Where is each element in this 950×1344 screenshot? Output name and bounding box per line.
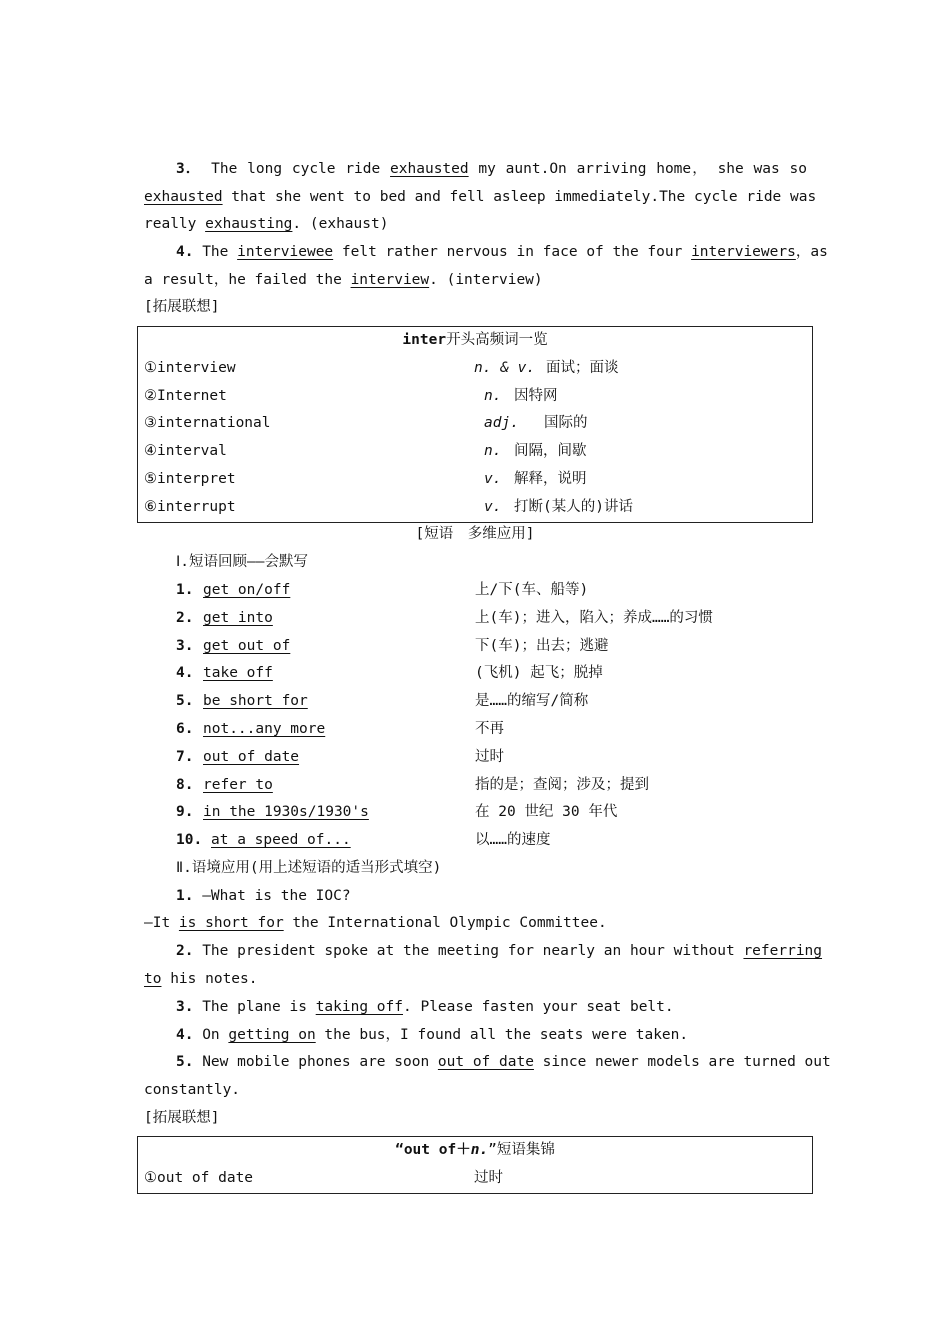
answer-blank: getting on	[228, 1027, 316, 1043]
part-of-speech: n.	[484, 387, 502, 404]
answer-blank: is short for	[178, 915, 284, 931]
list-item	[176, 633, 807, 661]
text: The president spoke at the meeting for nearly an hour without	[193, 943, 744, 959]
item-number: 3．	[176, 161, 202, 177]
text: . Please fasten your seat belt.	[403, 999, 674, 1015]
item3-line1	[176, 156, 807, 184]
answer-blank: exhausting	[205, 216, 293, 232]
text: since newer models are turned out	[533, 1054, 831, 1070]
table-row	[138, 494, 812, 522]
question-1-line2	[144, 910, 807, 938]
meaning: 上(车)；进入，陷入；养成……的习惯	[475, 610, 713, 626]
list-item	[176, 827, 807, 855]
list-item	[176, 660, 807, 688]
meaning: 指的是；查阅；涉及；提到	[475, 777, 649, 793]
phrase: not...any more	[203, 721, 326, 737]
meaning: 面试；面谈	[546, 359, 619, 376]
item-number: 2.	[176, 610, 194, 626]
item3-line3	[144, 211, 807, 239]
item-number: 5.	[176, 693, 194, 709]
phrase: be short for	[203, 693, 308, 709]
meaning: 不再	[475, 721, 504, 737]
item-number: 8.	[176, 777, 194, 793]
phrase: out of date	[203, 749, 300, 765]
text: The	[193, 244, 238, 260]
text: that she went to bed and fell asleep immediately.The cycle ride was	[222, 189, 817, 205]
meaning: (飞机) 起飞；脱掉	[475, 665, 603, 681]
answer-blank: interview	[350, 272, 430, 288]
answer-blank: referring	[743, 943, 823, 959]
text: New mobile phones are soon	[193, 1054, 438, 1070]
section-header: [短语 多维应用]	[415, 526, 535, 542]
table-title	[138, 327, 812, 355]
out-of-phrases-table	[137, 1136, 813, 1194]
meaning: 下(车)；出去；逃避	[475, 638, 609, 654]
phrase: in the 1930s/1930's	[203, 804, 369, 820]
expand-label: [拓展联想]	[144, 1110, 220, 1126]
question-5-line2: constantly.	[144, 1082, 241, 1098]
table-row	[138, 466, 812, 494]
table-row	[138, 383, 812, 411]
table-title-part: “out of＋	[395, 1142, 471, 1158]
answer-blank: exhausted	[390, 161, 469, 177]
item-number: 7.	[176, 749, 194, 765]
text: . (exhaust)	[292, 216, 389, 232]
item-number: 1.	[176, 888, 194, 904]
table-title-part: n.	[470, 1142, 489, 1158]
list-item	[176, 577, 807, 605]
part-of-speech: n.	[484, 443, 502, 460]
item-number: 9.	[176, 804, 194, 820]
item-number: 2.	[176, 943, 194, 959]
table-title-en: inter	[402, 332, 447, 348]
text: the International Olympic Committee.	[283, 915, 607, 931]
text: . (interview)	[429, 272, 543, 288]
word: ⑤interpret	[144, 470, 236, 487]
item-number: 1.	[176, 582, 194, 598]
text: the bus，I found all the seats were taken.	[315, 1027, 689, 1043]
answer-blank: exhausted	[144, 189, 223, 205]
phrase: at a speed of...	[211, 832, 351, 848]
meaning: 是……的缩写/简称	[475, 693, 589, 709]
table-title	[138, 1137, 812, 1165]
list-item	[176, 799, 807, 827]
phrase: refer to	[203, 777, 273, 793]
question-3	[176, 994, 807, 1022]
part-of-speech: n. & v.	[474, 359, 536, 376]
table-title-zh: 开头高频词一览	[446, 332, 548, 348]
word: ⑥interrupt	[144, 498, 236, 515]
answer-blank: taking off	[315, 999, 403, 1015]
text: The plane is	[193, 999, 316, 1015]
text: —It	[144, 915, 179, 931]
word: ①out of date	[144, 1169, 254, 1186]
answer-blank: interviewee	[237, 244, 334, 260]
meaning: 在 20 世纪 30 年代	[475, 804, 618, 820]
item4-line1	[176, 239, 828, 267]
meaning: 打断(某人的)讲话	[514, 498, 633, 515]
phrase: get out of	[203, 638, 291, 654]
text: felt rather nervous in face of the four	[333, 244, 692, 260]
meaning: 解释，说明	[514, 470, 587, 487]
part2-title: Ⅱ.语境应用(用上述短语的适当形式填空)	[176, 860, 442, 876]
item-number: 3.	[176, 999, 194, 1015]
meaning: 过时	[474, 1169, 503, 1186]
item-number: 5.	[176, 1054, 194, 1070]
meaning: 间隔，间歇	[514, 443, 587, 460]
text: The long cycle ride	[211, 161, 391, 177]
meaning: 以……的速度	[475, 832, 551, 848]
part-of-speech: adj.	[484, 415, 519, 432]
answer-blank: interviewers	[691, 244, 796, 260]
inter-words-table	[137, 326, 813, 523]
item-number: 4.	[176, 244, 194, 260]
question-2-line2	[144, 966, 807, 994]
text: his notes.	[161, 971, 258, 987]
question-4	[176, 1022, 807, 1050]
item-number: 10.	[176, 832, 203, 848]
text: really	[144, 216, 206, 232]
item3-line2	[144, 184, 817, 212]
phrase: take off	[203, 665, 273, 681]
table-row	[138, 355, 812, 383]
word: ④interval	[144, 443, 227, 460]
table-row	[138, 438, 812, 466]
list-item	[176, 772, 807, 800]
table-row	[138, 410, 812, 438]
word: ①interview	[144, 359, 236, 376]
text: a result，he failed the	[144, 272, 351, 288]
item-number: 3.	[176, 638, 194, 654]
question-2-line1	[176, 938, 823, 966]
text: —What is the IOC?	[193, 888, 351, 904]
meaning: 上/下(车、船等)	[475, 582, 589, 598]
table-title-part: ”短语集锦	[488, 1142, 555, 1158]
answer-blank: out of date	[437, 1054, 534, 1070]
part-of-speech: v.	[484, 470, 502, 487]
word: ②Internet	[144, 387, 227, 404]
phrase: get into	[203, 610, 273, 626]
text: my aunt.On arriving home， she was so	[468, 161, 807, 177]
table-row	[138, 1165, 812, 1193]
text: ，as	[795, 244, 828, 260]
list-item	[176, 605, 807, 633]
item-number: 4.	[176, 665, 194, 681]
item-number: 6.	[176, 721, 194, 737]
list-item	[176, 716, 807, 744]
list-item	[176, 688, 807, 716]
expand-label: [拓展联想]	[144, 299, 220, 315]
text: On	[193, 1027, 229, 1043]
word: ③international	[144, 415, 271, 432]
meaning: 过时	[475, 749, 504, 765]
part1-title: Ⅰ.短语回顾——会默写	[176, 554, 308, 570]
answer-blank: to	[144, 971, 162, 987]
meaning: 因特网	[514, 387, 558, 404]
question-1-line1	[176, 883, 807, 911]
phrase: get on/off	[203, 582, 291, 598]
part-of-speech: v.	[484, 498, 502, 515]
item-number: 4.	[176, 1027, 194, 1043]
item4-line2	[144, 267, 807, 295]
question-5-line1	[176, 1049, 831, 1077]
list-item	[176, 744, 807, 772]
meaning: 国际的	[544, 415, 588, 432]
